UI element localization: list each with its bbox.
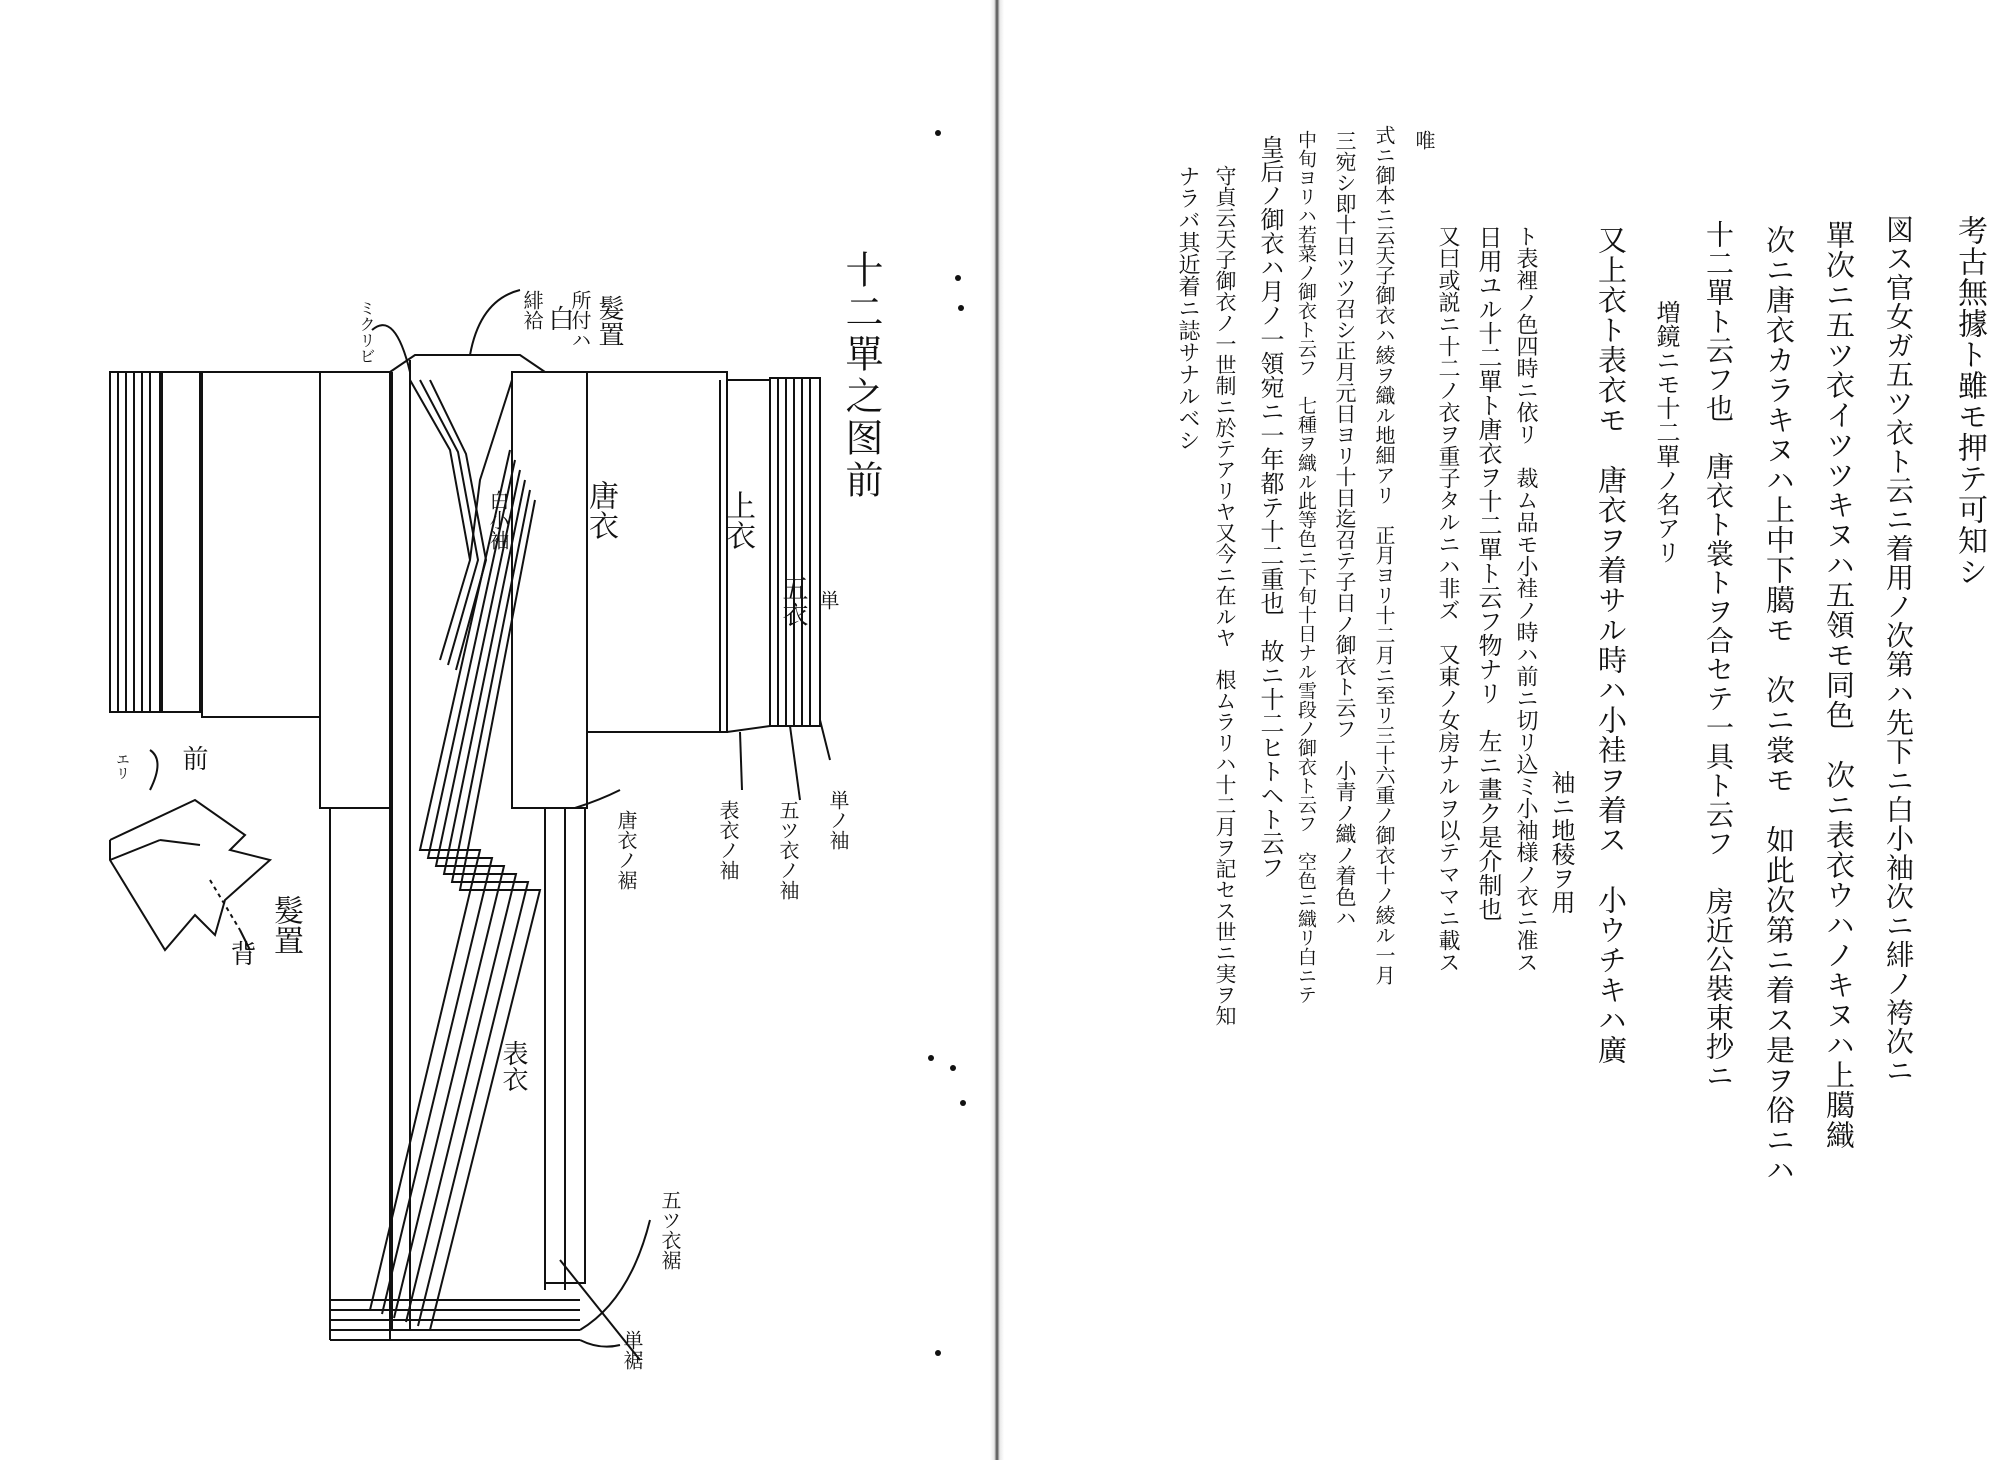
- junihitoe-diagram: [0, 0, 990, 1460]
- label-uwagi-sode: 表衣ノ袖: [716, 800, 740, 880]
- right-torso-panel: [512, 372, 587, 808]
- scan-speck: [935, 130, 941, 136]
- text-column-6: 増鏡ニモ十二單ノ名アリ: [1652, 300, 1680, 564]
- label-omote-ginu: 表衣: [498, 1040, 528, 1092]
- right-page: [1004, 0, 2000, 1460]
- label-itsutsuginu-sode: 五ツ衣ノ袖: [776, 800, 800, 900]
- scan-speck: [928, 1055, 934, 1061]
- text-column-15: 皇后ノ御衣ハ月ノ一領宛ニ一年都テ十二重也 故ニ十二ヒトヘト云フ: [1256, 135, 1284, 879]
- left-sleeve-body: [202, 372, 320, 717]
- label-kami-oki: 髮置: [594, 295, 624, 347]
- text-column-2: 図ス官女ガ五ツ衣ト云ニ着用ノ次第ハ先下ニ白小袖次ニ緋ノ袴次ニ: [1882, 215, 1915, 1085]
- text-column-12: 式ニ御本ニ云天子御衣ハ綾ヲ織ル地細アリ 正月ヨリ十二月ニ至リ三十六重ノ御衣十ノ綾ル一月: [1372, 125, 1396, 985]
- text-column-9: ト表裡ノ色四時ニ依リ 裁ム品モ小袿ノ時ハ前ニ切リ込ミ小袖様ノ衣ニ准ス: [1513, 225, 1538, 973]
- text-column-8: 袖ニ地稜ヲ用: [1547, 770, 1575, 914]
- label-karaginu-suso: 唐衣ノ裾: [614, 810, 638, 890]
- left-page: [0, 0, 990, 1460]
- label-hitoe: 単: [816, 590, 840, 610]
- label-mae: 前: [178, 745, 208, 771]
- collar-top: [390, 355, 545, 372]
- label-karaginu: 唐衣: [583, 480, 618, 540]
- leader-uwagi-sode: [740, 732, 742, 790]
- label-itsutsuginu: 五衣: [778, 575, 808, 627]
- scan-speck: [935, 1350, 941, 1356]
- text-column-7: 又上衣ト表衣モ 唐衣ヲ着サル時ハ小袿ヲ着ス 小ウチキハ廣: [1594, 225, 1628, 1065]
- left-sleeve-inner: [162, 372, 202, 712]
- left-sleeve-outer: [110, 372, 200, 712]
- scan-speck: [958, 305, 964, 311]
- label-itsutsuginu-suso: 五ツ衣裾: [658, 1190, 682, 1270]
- label-kami-oki-small: 髮置: [268, 895, 303, 955]
- leader-karaginu-suso: [575, 790, 620, 808]
- label-hakushi-sub: 緋袷: [520, 290, 544, 330]
- leader-erikubi: [372, 325, 410, 372]
- label-hakushi: 白: [544, 305, 574, 331]
- diagram-title: 十二單之图前: [839, 250, 883, 502]
- leader-hitoe-sode: [820, 720, 830, 760]
- text-column-1: 考古無據ト雖モ押テ可知シ: [1952, 215, 1987, 587]
- label-hitoe-suso: 単裾: [620, 1330, 644, 1370]
- text-column-10: 日用ユル十二單ト唐衣ヲ十二單ト云フ物ナリ 左ニ畫ク是介制也: [1474, 225, 1502, 921]
- book-gutter: [990, 0, 1004, 1460]
- label-shiro-kosode: 白小袖: [486, 490, 510, 550]
- text-column-14: 中旬ヨリハ若菜ノ御衣ト云フ 七種ヲ織ル此等色ニ下旬十日ナル雪段ノ御衣ト云フ 空色ニ織リ白ニテ: [1295, 130, 1317, 1004]
- heading-note: 唯: [1412, 130, 1436, 150]
- text-column-3: 單次ニ五ツ衣イツツキヌハ五領モ同色 次ニ表衣ウハノキヌハ上臈織: [1822, 220, 1856, 1150]
- text-column-11: 又曰或説ニ十二ノ衣ヲ重子タルニハ非ズ 又東ノ女房ナルヲ以テママニ載ス: [1435, 225, 1460, 973]
- collar-detail-sketch: [110, 800, 270, 950]
- label-eri-small: エリ: [114, 752, 130, 780]
- right-sleeve-body: [583, 372, 727, 732]
- label-kami-oki-sub: 所付ハ: [568, 290, 592, 350]
- text-column-4: 次ニ唐衣カラキヌハ上中下臈モ 次ニ裳モ 如此次第ニ着ス是ヲ俗ニハ: [1762, 225, 1796, 1185]
- leader-kami-oki: [470, 290, 520, 355]
- scan-speck: [955, 275, 961, 281]
- label-erikubi: ミクリビ: [357, 300, 376, 364]
- text-column-16: 守貞云天子御衣ノ一世制ニ於テアリヤ又今ニ在ルヤ 根ムラリハ十二月ヲ記セス世ニ実ヲ知: [1213, 165, 1237, 1026]
- leader-itsutsuginu-suso: [580, 1220, 650, 1330]
- label-hitoe-sode: 単ノ袖: [826, 790, 850, 850]
- text-column-13: 三宛シ即十日ツツ召シ正月元日ヨリ十日迄召テ子日ノ御衣ト云フ 小青ノ織ノ着色ハ: [1333, 130, 1357, 928]
- label-se: 背: [226, 940, 256, 966]
- scan-speck: [960, 1100, 966, 1106]
- leader-itsutsuginu-sode: [790, 726, 800, 800]
- scan-speck: [950, 1065, 956, 1071]
- label-uwagi: 上衣: [720, 490, 755, 550]
- leader-hitoe-suso: [580, 1340, 620, 1347]
- text-column-17: ナラバ其近着ニ誌サナルベシ: [1175, 165, 1200, 451]
- leader-eri-small: [150, 750, 158, 790]
- left-torso-panel: [320, 372, 390, 808]
- text-column-5: 十二單ト云フ也 唐衣ト裳トヲ合セテ一具ト云フ 房近公裝束抄ニ: [1702, 220, 1735, 1090]
